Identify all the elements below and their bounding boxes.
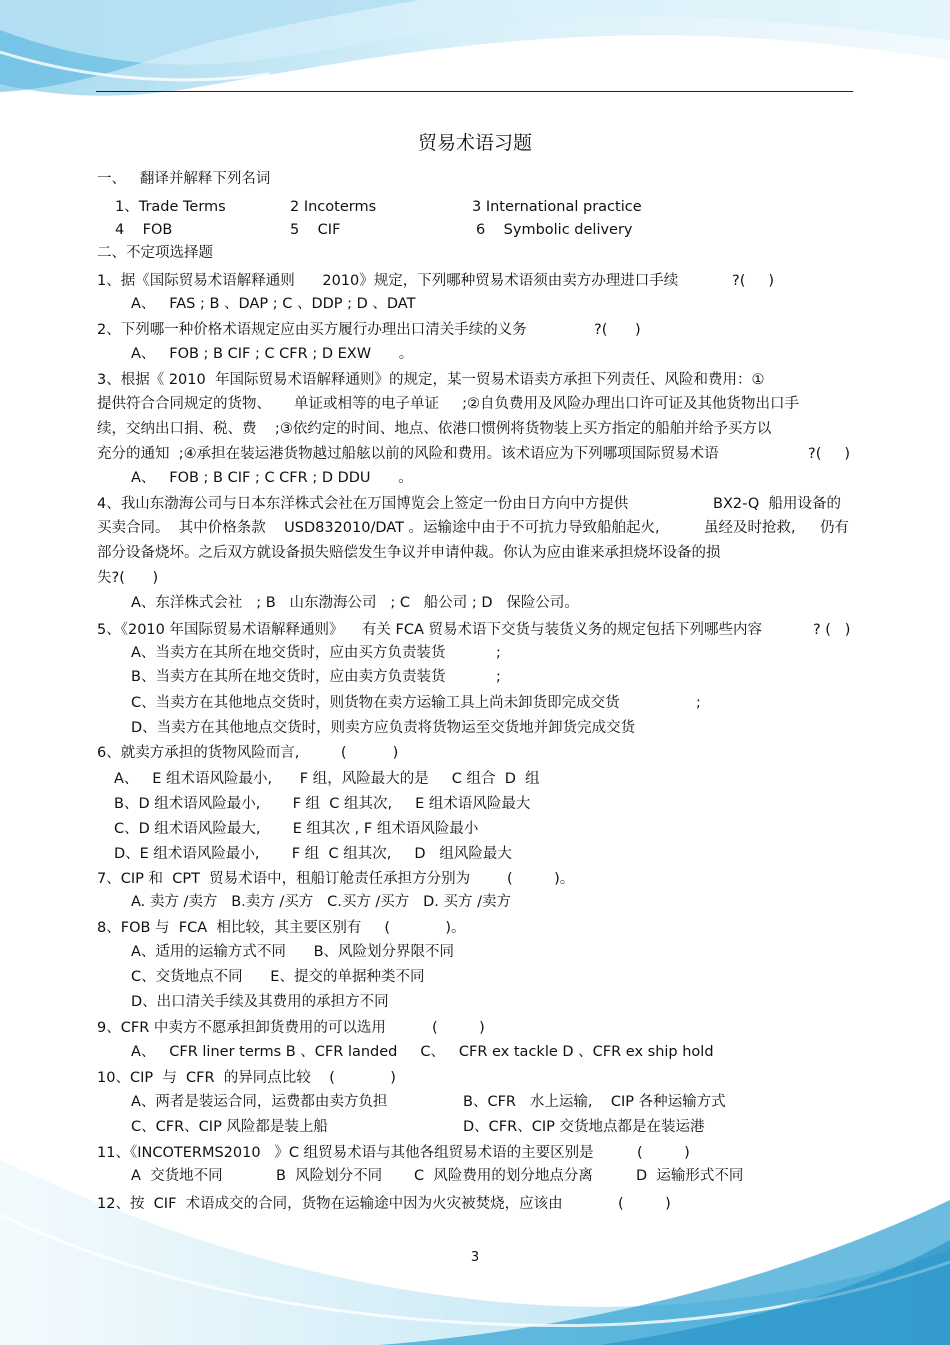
option: D、E 组术语风险最小, F 组 C 组其次, D 组风险最大 (114, 846, 512, 862)
question-4-line: 虽经及时抢救, (704, 520, 796, 536)
question-5: 5、《2010 年国际贸易术语解释通则》 有关 FCA 贸易术语下交货与装货义务的规定包括下列哪些内容 (97, 622, 763, 638)
question-2-options: A、 FOB ; B CIF ; C CFR ; D EXW 。 (131, 346, 414, 362)
page-number: 3 (470, 1250, 480, 1265)
option: D、当卖方在其他地点交货时，则卖方应负责将货物运至交货地并卸货完成交货 (131, 720, 636, 736)
option-punct: ; (496, 645, 501, 661)
option: A、当卖方在其所在地交货时，应由买方负责装货 (131, 645, 446, 661)
question-4-line: 4、我山东渤海公司与日本东洋株式会社在万国博览会上签定一份由日方向中方提供 (97, 496, 629, 512)
option: C 风险费用的划分地点分离 (414, 1168, 593, 1184)
option: A 交货地不同 (131, 1168, 223, 1184)
option: D 运输形式不同 (636, 1168, 744, 1184)
option: C、CFR、CIP 风险都是装上船 (131, 1119, 328, 1135)
option: D、出口清关手续及其费用的承担方不同 (131, 994, 389, 1010)
question-3-line: 提供符合合同规定的货物、 单证或相等的电子单证 ;②自负费用及风险办理出口许可证及其他货物出口手 (97, 396, 799, 412)
question-7-options: A. 卖方 /卖方 B.卖方 /买方 C.买方 /买方 D. 买方 /卖方 (131, 894, 512, 910)
question-7: 7、CIP 和 CPT 贸易术语中，租船订舱责任承担方分别为 ( )。 (97, 871, 575, 887)
option: A、 E 组术语风险最小, F 组，风险最大的是 C 组合 D 组 (114, 771, 540, 787)
question-1: 1、据《国际贸易术语解释通则 2010》规定，下列哪种贸易术语须由卖方办理进口手续 (97, 273, 679, 289)
question-3-line: 续，交纳出口捐、税、费 ;③依约定的时间、地点、依港口惯例将货物装上买方指定的船舶并给予买方以 (97, 421, 772, 437)
question-12: 12、按 CIF 术语成交的合同，货物在运输途中因为火灾被焚烧，应该由 (97, 1196, 563, 1212)
question-4-line: 部分设备烧坏。之后双方就设备损失赔偿发生争议并申请仲裁。你认为应由谁来承担烧坏设备的损 (97, 545, 721, 561)
question-4-line: 仍有 (820, 520, 849, 536)
term-item: 1、Trade Terms (115, 199, 226, 215)
question-4-line: 失?( ) (97, 570, 159, 586)
question-10: 10、CIP 与 CFR 的异同点比较 ( ) (97, 1070, 396, 1086)
answer-blank: ( ) (637, 1145, 690, 1161)
option: D、CFR、CIP 交货地点都是在装运港 (463, 1119, 705, 1135)
option: C、交货地点不同 E、提交的单据种类不同 (131, 969, 425, 985)
question-3-line: 充分的通知 ;④承担在装运港货物越过船舷以前的风险和费用。该术语应为下列哪项国际贸易术语 (97, 446, 719, 462)
section-1-heading: 一、 翻译并解释下列名词 (97, 171, 271, 187)
option: B、当卖方在其所在地交货时，应由卖方负责装货 (131, 669, 446, 685)
option: B 风险划分不同 (276, 1168, 383, 1184)
option-punct: ; (696, 695, 701, 711)
question-8: 8、FOB 与 FCA 相比较，其主要区别有 ( )。 (97, 920, 466, 936)
question-9-options: A、 CFR liner terms B 、CFR landed C、 CFR ex tackle D 、CFR ex ship hold (131, 1044, 714, 1060)
question-4-options: A、东洋株式会社 ; B 山东渤海公司 ; C 船公司 ; D 保险公司。 (131, 595, 579, 611)
option: C、D 组术语风险最大, E 组其次 , F 组术语风险最小 (114, 821, 479, 837)
term-item: 6 Symbolic delivery (476, 222, 633, 238)
section-2-heading: 二、不定项选择题 (97, 245, 213, 261)
option-punct: ; (496, 669, 501, 685)
question-1-options: A、 FAS ; B 、DAP ; C 、DDP ; D 、DAT (131, 296, 416, 312)
term-item: 5 CIF (290, 222, 341, 238)
answer-blank: ?( ) (808, 446, 851, 462)
answer-blank: ?( ) (732, 273, 775, 289)
answer-blank: ( ) (618, 1196, 671, 1212)
page-title: 贸易术语习题 (417, 132, 532, 154)
term-item: 3 International practice (472, 199, 642, 215)
option: A、两者是装运合同，运费都由卖方负担 (131, 1094, 388, 1110)
question-3-line: 3、根据《 2010 年国际贸易术语解释通则》的规定，某一贸易术语卖方承担下列责任、风险和费用：① (97, 372, 765, 388)
question-9: 9、CFR 中卖方不愿承担卸货费用的可以选用 ( ) (97, 1020, 485, 1036)
term-item: 2 Incoterms (290, 199, 377, 215)
term-item: 4 FOB (115, 222, 173, 238)
option: B、D 组术语风险最小, F 组 C 组其次, E 组术语风险最大 (114, 796, 531, 812)
option: B、CFR 水上运输, CIP 各种运输方式 (463, 1094, 726, 1110)
answer-blank: ?( ) (594, 322, 641, 338)
question-4-line: BX2-Q 船用设备的 (713, 496, 842, 512)
answer-blank: ? ( ) (813, 622, 851, 638)
question-6: 6、就卖方承担的货物风险而言, ( ) (97, 745, 399, 761)
question-11: 11、《INCOTERMS2010 》C 组贸易术语与其他各组贸易术语的主要区别是 (97, 1145, 594, 1161)
header-rule (96, 91, 853, 92)
question-4-line: 买卖合同。 其中价格条款 USD832010/DAT 。运输途中由于不可抗力导致船舶起火, (97, 520, 660, 536)
option: C、当卖方在其他地点交货时，则货物在卖方运输工具上尚未卸货即完成交货 (131, 695, 620, 711)
question-3-options: A、 FOB ; B CIF ; C CFR ; D DDU 。 (131, 470, 413, 486)
question-2: 2、下列哪一种价格术语规定应由买方履行办理出口清关手续的义务 (97, 322, 527, 338)
option: A、适用的运输方式不同 B、风险划分界限不同 (131, 944, 455, 960)
